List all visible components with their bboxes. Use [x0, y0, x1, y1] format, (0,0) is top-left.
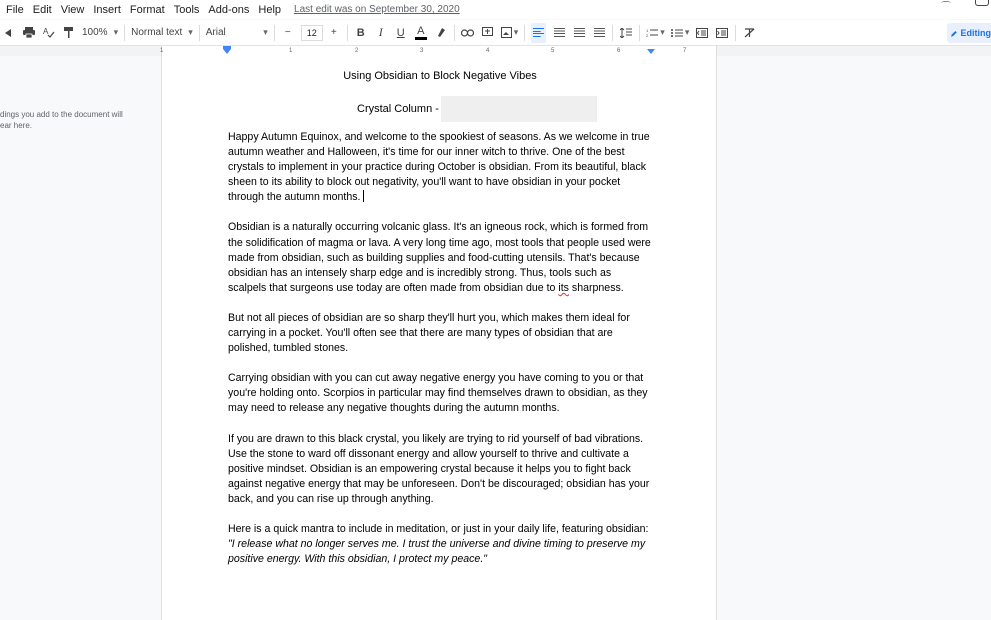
ruler-tick: 3 [420, 48, 424, 54]
redo-icon[interactable] [2, 23, 16, 43]
decrease-indent-button[interactable] [695, 23, 709, 43]
divider [735, 25, 736, 41]
document-page[interactable] [161, 56, 717, 620]
image-icon[interactable] [501, 23, 519, 43]
divider [639, 25, 640, 41]
print-icon[interactable] [22, 23, 36, 43]
outline-hint: dings you add to the document will ear here. [0, 110, 123, 130]
svg-text:2: 2 [646, 32, 649, 38]
paragraph [228, 130, 652, 205]
ruler-tick: 1 [160, 48, 164, 54]
link-icon[interactable] [461, 23, 475, 43]
justify-icon [594, 28, 605, 37]
right-indent-marker[interactable] [647, 49, 655, 54]
underline-button[interactable]: U [396, 26, 405, 39]
divider [347, 25, 348, 41]
increase-font-size-button[interactable]: + [330, 27, 337, 38]
ruler-tick: 7 [683, 48, 687, 54]
comment-icon[interactable] [481, 23, 495, 43]
chevron-down-icon: ▾ [684, 27, 690, 37]
pencil-icon [951, 29, 958, 38]
bulleted-list-button[interactable] [671, 23, 690, 43]
align-center-icon [554, 28, 565, 37]
text-color-label: A [417, 24, 425, 37]
spellcheck-icon[interactable] [42, 23, 56, 43]
chevron-down-icon: ▾ [263, 27, 268, 37]
text-color-swatch [415, 37, 427, 40]
line-spacing-button[interactable] [619, 23, 633, 43]
align-center-button[interactable] [552, 23, 566, 43]
menu-bar [0, 0, 991, 19]
divider [124, 25, 125, 41]
paragraph-text: Obsidian is a naturally occurring volcanic glass. It's an igneous rock, which is formed from the solidification of magma or lava. A very long time ago, most tools that people used were made from obsidian, such as building supplies and food-cutting utensils. That's because obsidian has an intensely sharp edge and is incredibly strong. Thus, tools such as scalpels that surgeons use today are often made from obsidian due to [228, 221, 651, 294]
italic-button[interactable]: I [378, 25, 383, 39]
menu-view[interactable]: View [60, 3, 85, 16]
last-edit-link[interactable]: Last edit was on September 30, 2020 [294, 4, 460, 15]
highlight-icon[interactable] [434, 23, 448, 43]
paragraph: But not all pieces of obsidian are so sharp they'll hurt you, which makes them ideal for carrying in a pocket. You'll often see that there are many types of obsidian that are polished, tumbled stones. [228, 311, 630, 355]
justify-button[interactable] [592, 23, 606, 43]
paragraph-text: Happy Autumn Equinox, and welcome to the spookiest of seasons. As we welcome in true autumn weather and Halloween, it's time for our inner witch to thrive. One of the best crystals to implement in your practice during October is obsidian. From its beautiful, black sheen to its ability to block out negativity, you'll want to have obsidian in your pocket through the autumn months. [228, 131, 650, 204]
style-select[interactable] [131, 23, 193, 43]
divider [612, 25, 613, 41]
canvas-background [718, 56, 991, 620]
svg-text:1: 1 [646, 27, 649, 33]
editing-mode-button[interactable] [947, 23, 991, 43]
chevron-down-icon: ▾ [660, 27, 665, 37]
clear-formatting-button[interactable] [742, 23, 756, 43]
toolbar [0, 20, 991, 46]
ruler-tick: 4 [486, 48, 490, 54]
zoom-select[interactable] [82, 23, 118, 43]
divider [274, 25, 275, 41]
menu-file[interactable]: File [6, 3, 24, 16]
align-right-icon [574, 28, 585, 37]
align-left-button[interactable] [531, 23, 546, 43]
numbered-list-button[interactable] [646, 23, 665, 43]
document-subtitle: Crystal Column - [357, 103, 439, 115]
svg-text:A: A [43, 27, 49, 36]
align-left-icon [533, 28, 544, 37]
text-cursor [363, 190, 364, 202]
chevron-down-icon: ▾ [188, 27, 193, 37]
menu-tools[interactable]: Tools [173, 3, 200, 16]
page-ruler [161, 46, 717, 56]
font-select[interactable] [206, 23, 268, 43]
paragraph [228, 220, 652, 295]
comments-icon[interactable] [975, 0, 989, 6]
paragraph-text: sharpness. [568, 281, 624, 294]
ruler-tick: 6 [617, 48, 621, 54]
menu-addons[interactable]: Add-ons [208, 3, 250, 16]
document-body[interactable] [228, 130, 655, 582]
redacted-box [441, 96, 597, 122]
ruler-tick: 1 [289, 48, 293, 54]
menu-format[interactable]: Format [129, 3, 165, 16]
mantra-quote: "I release what no longer serves me. I trust the universe and divine timing to preserve my positive energy. With this obsidian, I protect my peace." [228, 538, 646, 566]
zoom-value: 100% [82, 27, 108, 38]
left-indent-marker[interactable] [223, 49, 231, 54]
menu-help[interactable]: Help [258, 3, 282, 16]
divider [524, 25, 525, 41]
increase-indent-button[interactable] [715, 23, 729, 43]
subtitle-row [357, 96, 597, 122]
ruler-tick: 2 [355, 48, 359, 54]
divider [454, 25, 455, 41]
menu-edit[interactable]: Edit [32, 3, 52, 16]
document-title: Using Obsidian to Block Negative Vibes [343, 70, 537, 82]
paragraph: Carrying obsidian with you can cut away negative energy you have coming to you or that you're holding onto. Scorpios in particular may find themselves drawn to obsidian, as they may need to release any negative thoughts during the autumn months. [228, 372, 648, 415]
activity-icon[interactable]: ⌒ [941, 2, 951, 13]
bold-button[interactable]: B [356, 26, 365, 39]
ruler [0, 46, 991, 56]
spelling-error-word[interactable]: its [558, 281, 569, 294]
align-right-button[interactable] [572, 23, 586, 43]
ruler-tick: 5 [551, 48, 555, 54]
decrease-font-size-button[interactable]: − [284, 27, 291, 38]
chevron-down-icon: ▾ [513, 27, 519, 37]
font-value: Arial [205, 27, 226, 38]
paint-format-icon[interactable] [62, 23, 76, 43]
editing-mode-label: Editing [960, 28, 991, 38]
font-size-field[interactable]: 12 [301, 25, 323, 41]
menu-insert[interactable]: Insert [93, 3, 121, 16]
text-color-button[interactable] [414, 23, 428, 43]
paragraph [228, 522, 655, 567]
divider [199, 25, 200, 41]
document-outline-panel [0, 56, 161, 620]
style-value: Normal text [131, 27, 183, 38]
paragraph: If you are drawn to this black crystal, you likely are trying to rid yourself of bad vibrations. Use the stone to ward off dissonant energy and allow yourself to thrive and cultivate a positive mindset. Obsidian is an empowering crystal because it helps you to fight back against negative energy that may be unforeseen. Don't be discouraged; obsidian has your back, and you can rise up through anything. [228, 432, 650, 505]
chevron-down-icon: ▾ [113, 27, 119, 37]
paragraph-text: Here is a quick mantra to include in meditation, or just in your daily life, featuring obsidian: [228, 522, 655, 535]
